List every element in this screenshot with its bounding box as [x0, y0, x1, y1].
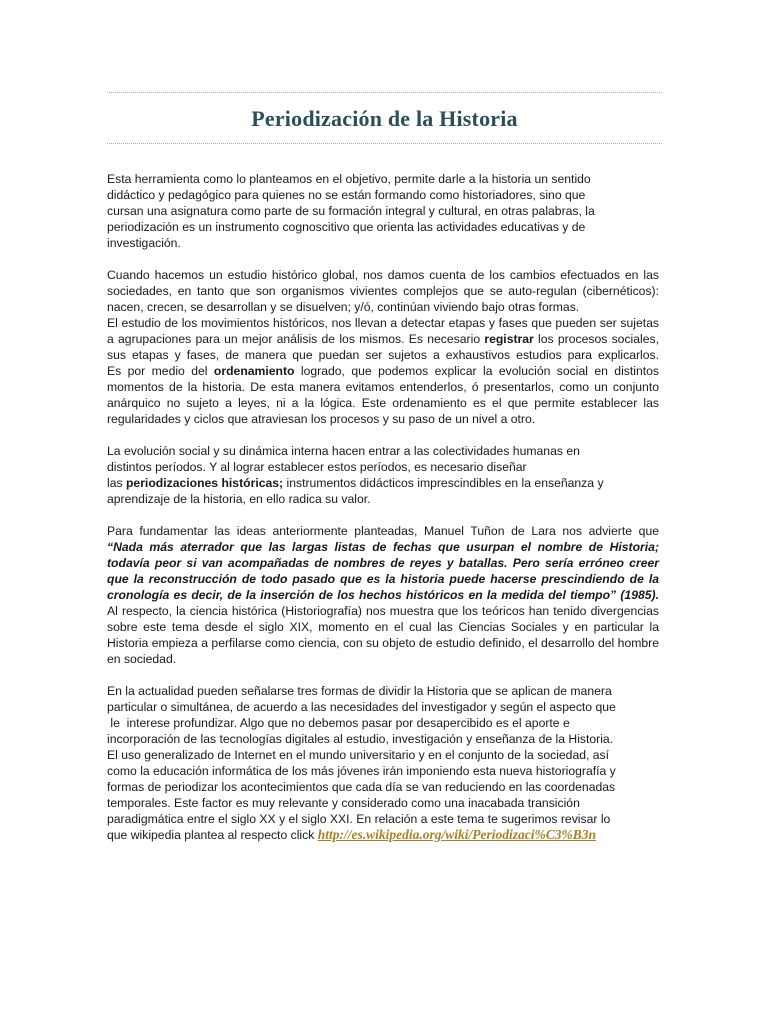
paragraph-4-after: Al respecto, la ciencia histórica (Historiografía) nos muestra que los teóricos han tenido divergencias sobre este tema desde el siglo XIX, momento en el cual las Ciencias Sociales y en particular la Historia empieza a perfilarse como ciencia, con su objeto de estudio definido, el desarrollo del hombre en sociedad.: [107, 604, 659, 666]
paragraph-1-line: didáctico y pedagógico para quienes no se están formando como historiadores, sino que: [107, 188, 586, 202]
article-body: [107, 171, 659, 843]
paragraph-5-line: le interese profundizar. Algo que no debemos pasar por desapercibido es el aporte e: [107, 716, 570, 730]
paragraph-2a: Cuando hacemos un estudio histórico global, nos damos cuenta de los cambios efectuados en las sociedades, en tanto que son organismos vivientes complejos que se auto-regulan (cibernéticos): nacen, crecen, se desarrollan y se disuelven; y/ó, continúan viviendo bajo otras formas.: [107, 268, 659, 314]
wikipedia-link[interactable]: http://es.wikipedia.org/wiki/Periodizaci%C3%B3n: [317, 827, 596, 842]
top-divider: [107, 92, 662, 93]
paragraph-5: [107, 683, 659, 843]
paragraph-5-line: formas de periodizar los acontecimientos que cada día se van reduciendo en las coordenadas: [107, 780, 616, 794]
paragraph-2b-text-end: los procesos sociales, sus etapas y fases, de manera que puedan ser sujetos a exhaustivos estudios para explicarlos.: [107, 332, 659, 362]
paragraph-3-text-end: instrumentos didácticos imprescindibles en la enseñanza y: [283, 476, 604, 490]
paragraph-3-line: aprendizaje de la historia, en ello radica su valor.: [107, 492, 371, 506]
keyword-ordenamiento: ordenamiento: [213, 364, 295, 378]
paragraph-5-line: particular o simultánea, de acuerdo a las necesidades del investigador y según el aspecto que: [107, 700, 616, 714]
paragraph-2c: [107, 363, 659, 427]
title-divider: [107, 143, 662, 144]
tunon-quote: “Nada más aterrador que las largas listas de fechas que usurpan el nombre de Historia; todavía peor si van acompañadas de nombres de reyes y batallas. Pero sería erróneo creer que la reconstrucción de todo pasado que es la historia puede hacerse prescindiendo de la cronología es decir, de la inserción de los hechos históricos en la medida del tiempo” (1985).: [107, 540, 659, 602]
paragraph-2c-text-end: logrado, que podemos explicar la evolución social en distintos momentos de la historia. De esta manera evitamos entenderlos, ó presentarlos, como un conjunto anárquico no sujeto a leyes, ni a la lógica. Este ordenamiento es el que permite establecer las regularidades y ciclos que atraviesan los procesos y su paso de un nivel a otro.: [107, 364, 660, 426]
paragraph-5-line: En la actualidad pueden señalarse tres formas de dividir la Historia que se aplican de manera: [107, 684, 612, 698]
paragraph-2c-text: Es por medio del: [107, 364, 214, 378]
paragraph-4-intro: Para fundamentar las ideas anteriormente planteadas, Manuel Tuñon de Lara nos advierte que: [107, 524, 659, 538]
paragraph-3-line: [107, 475, 659, 491]
keyword-registrar: registrar: [484, 332, 534, 346]
paragraph-4: [107, 523, 659, 667]
paragraph-3-text: las: [107, 476, 126, 490]
paragraph-1-line: cursan una asignatura como parte de su formación integral y cultural, en otras palabras, la: [107, 204, 595, 218]
paragraph-5-line: como la educación informática de los más jóvenes irán imponiendo esta nueva historiografía y: [107, 764, 616, 778]
paragraph-1-line: Esta herramienta como lo planteamos en el objetivo, permite darle a la historia un sentido: [107, 172, 591, 186]
paragraph-5-line: paradigmática entre el siglo XX y el siglo XXI. En relación a este tema te sugerimos revisar lo: [107, 812, 611, 826]
paragraph-1-line: investigación.: [107, 236, 181, 250]
paragraph-5-line: temporales. Este factor es muy relevante y considerado como una inacabada transición: [107, 796, 580, 810]
paragraph-4-quote-block: [107, 523, 659, 603]
paragraph-3: [107, 443, 659, 507]
paragraph-5-last-line: que wikipedia plantea al respecto click: [107, 828, 318, 842]
page-title: Periodización de la Historia: [251, 106, 518, 131]
paragraph-1: [107, 171, 659, 251]
paragraph-2b-text: El estudio de los movimientos históricos, nos llevan a detectar etapas y fases que pueden ser sujetas a agrupaciones para un mejor análisis de los mismos. Es necesario: [107, 316, 659, 346]
paragraph-5-line: incorporación de las tecnologías digitales al estudio, investigación y enseñanza de la Historia.: [107, 732, 614, 746]
paragraph-2b: [107, 315, 659, 363]
keyword-periodizaciones: periodizaciones históricas;: [125, 476, 284, 490]
paragraph-5-line: El uso generalizado de Internet en el mundo universitario y en el conjunto de la sociedad, así: [107, 748, 610, 762]
paragraph-3-line: distintos períodos. Y al lograr establecer estos períodos, es necesario diseñar: [107, 460, 527, 474]
paragraph-2: [107, 267, 659, 427]
paragraph-1-line: periodización es un instrumento cognoscitivo que orienta las actividades educativas y de: [107, 220, 586, 234]
paragraph-3-line: La evolución social y su dinámica interna hacen entrar a las colectividades humanas en: [107, 444, 580, 458]
